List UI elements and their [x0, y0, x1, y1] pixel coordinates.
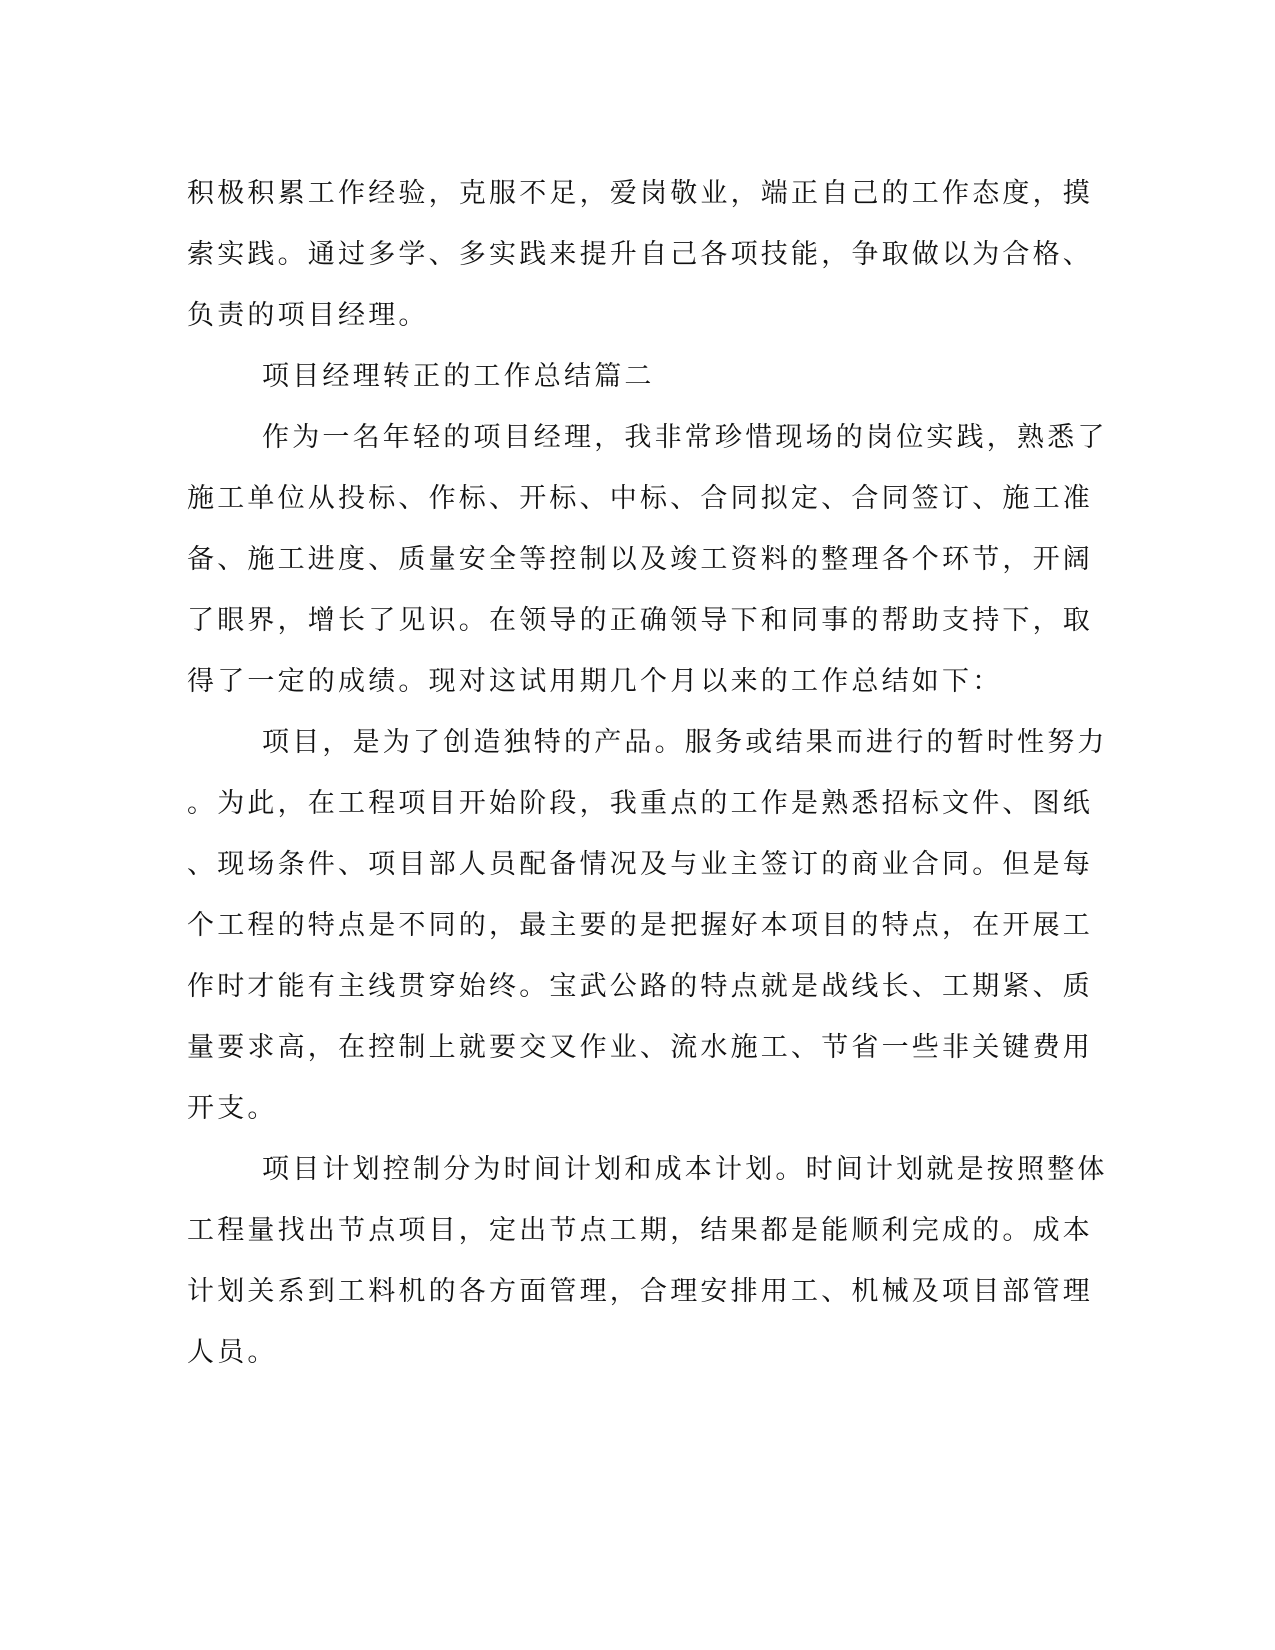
text-line: 量要求高，在控制上就要交叉作业、流水施工、节省一些非关键费用 — [187, 1032, 1093, 1063]
text-line: 索实践。通过多学、多实践来提升自己各项技能，争取做以为合格、 — [187, 239, 1093, 270]
text-line: 作时才能有主线贯穿始终。宝武公路的特点就是战线长、工期紧、质 — [187, 971, 1093, 1002]
text-line: 负责的项目经理。 — [187, 300, 429, 331]
text-line: 施工单位从投标、作标、开标、中标、合同拟定、合同签订、施工准 — [187, 483, 1093, 514]
text-line: 项目计划控制分为时间计划和成本计划。时间计划就是按照整体 — [262, 1154, 1108, 1185]
text-line: 得了一定的成绩。现对这试用期几个月以来的工作总结如下： — [187, 666, 1003, 697]
text-line: 计划关系到工料机的各方面管理，合理安排用工、机械及项目部管理 — [187, 1276, 1093, 1307]
section-title: 项目经理转正的工作总结篇二 — [262, 361, 655, 392]
text-line: 项目，是为了创造独特的产品。服务或结果而进行的暂时性努力 — [262, 727, 1108, 758]
text-line: 。为此，在工程项目开始阶段，我重点的工作是熟悉招标文件、图纸 — [187, 788, 1093, 819]
text-line: 积极积累工作经验，克服不足，爱岗敬业，端正自己的工作态度，摸 — [187, 178, 1093, 209]
document-body — [187, 163, 1108, 1383]
paragraph-4 — [187, 1139, 1108, 1383]
paragraph-3 — [187, 712, 1108, 1139]
text-line: 个工程的特点是不同的，最主要的是把握好本项目的特点，在开展工 — [187, 910, 1093, 941]
text-line: 人员。 — [187, 1337, 278, 1368]
paragraph-2 — [187, 407, 1108, 712]
section-heading — [187, 346, 1067, 407]
paragraph-1 — [187, 163, 1093, 346]
text-line: 、现场条件、项目部人员配备情况及与业主签订的商业合同。但是每 — [187, 849, 1093, 880]
text-line: 了眼界，增长了见识。在领导的正确领导下和同事的帮助支持下，取 — [187, 605, 1093, 636]
text-line: 作为一名年轻的项目经理，我非常珍惜现场的岗位实践，熟悉了 — [262, 422, 1108, 453]
text-line: 工程量找出节点项目，定出节点工期，结果都是能顺利完成的。成本 — [187, 1215, 1093, 1246]
text-line: 备、施工进度、质量安全等控制以及竣工资料的整理各个环节，开阔 — [187, 544, 1093, 575]
text-line: 开支。 — [187, 1093, 278, 1124]
